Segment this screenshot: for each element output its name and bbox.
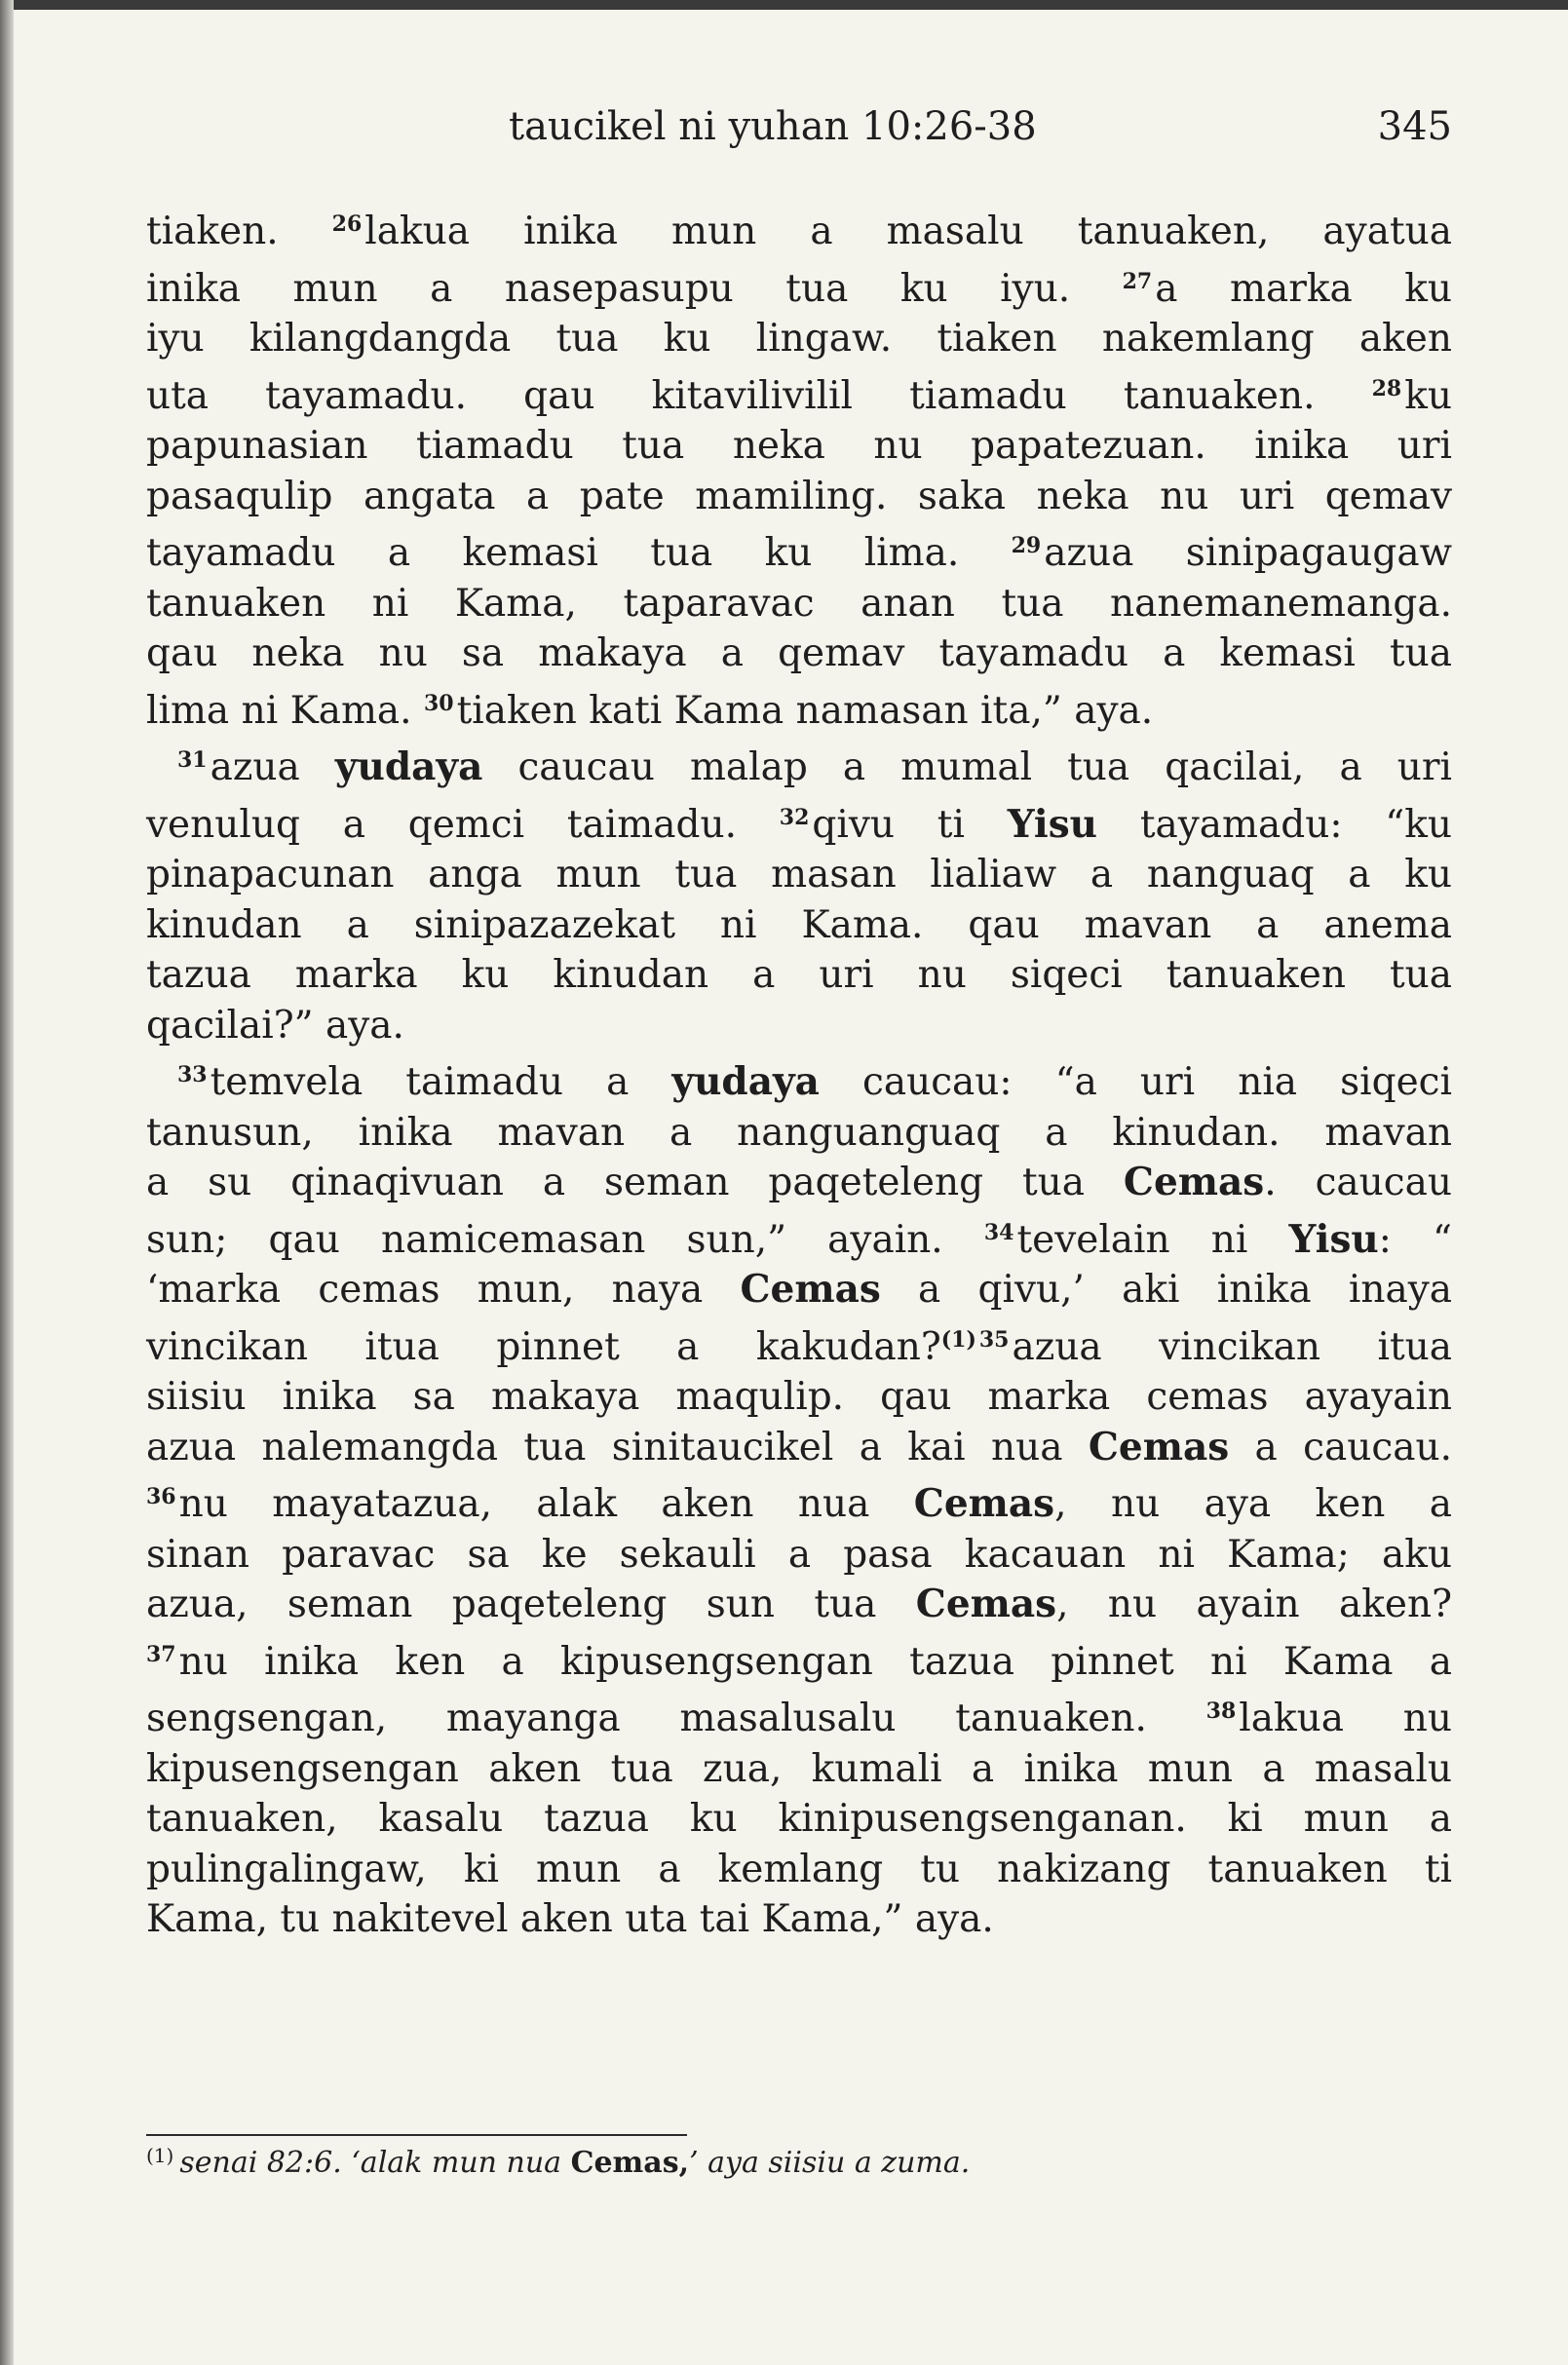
text-line (146, 1372, 1452, 1423)
bold-term: Cemas (740, 1267, 881, 1312)
bold-term: Cemas (915, 1582, 1057, 1626)
text-line (146, 1687, 1452, 1744)
text-line (146, 900, 1452, 951)
text-line (146, 679, 1452, 737)
line-text: tiaken. (146, 210, 332, 253)
line-text: pasaqulip angata a pate mamiling. saka neka nu uri qemav (146, 474, 1452, 518)
text-line (146, 850, 1452, 900)
line-text: a marka ku (1155, 266, 1452, 311)
line-text: tayamadu a kemasi tua ku lima. (146, 531, 1012, 575)
text-line (146, 1472, 1452, 1530)
line-text: vincikan itua pinnet a kakudan? (146, 1324, 941, 1369)
line-text: tevelain ni (1016, 1217, 1289, 1262)
line-text: a qivu,’ aki inika inaya (880, 1268, 1452, 1312)
line-text: nu mayatazua, alak aken nua (178, 1482, 914, 1526)
line-text: Kama, tu nakitevel aken uta tai Kama,” aya. (146, 1897, 994, 1941)
line-text: tayamadu: “ku (1097, 802, 1452, 847)
line-text: iyu kilangdangda tua ku lingaw. tiaken nakemlang aken (146, 317, 1452, 361)
line-text: inika mun a nasepasupu tua ku iyu. (146, 266, 1123, 311)
text-line (146, 1894, 1452, 1945)
line-text: kipusengsengan aken tua zua, kumali a inika mun a masalu (146, 1746, 1452, 1791)
line-text: azua (210, 745, 335, 789)
line-text: ku (1404, 373, 1452, 418)
line-text: azua, seman paqeteleng sun tua (146, 1583, 916, 1626)
line-text: tanuaken, kasalu tazua ku kinipusengsenganan. ki mun a (146, 1797, 1452, 1841)
text-line (146, 257, 1452, 315)
verse-number: 36 (146, 1484, 176, 1509)
text-line (146, 421, 1452, 472)
line-text: siisiu inika sa makaya maqulip. qau marka cemas ayayain (146, 1375, 1452, 1419)
bold-term: yudaya (671, 1059, 820, 1104)
text-line (146, 1845, 1452, 1895)
footnote-bold-word: Cemas, (570, 2146, 690, 2180)
line-text: , nu aya ken a (1054, 1482, 1453, 1526)
footnote (146, 2144, 1452, 2180)
line-text: qau neka nu sa makaya a qemav tayamadu a kemasi tua (146, 631, 1452, 675)
text-line (146, 1208, 1452, 1266)
footnote-text-end: ’ aya siisiu a zuma. (689, 2146, 971, 2180)
running-head: taucikel ni yuhan 10:26-38 (509, 104, 1037, 149)
bold-term: Cemas (1088, 1424, 1230, 1469)
verse-number: 33 (177, 1062, 208, 1087)
line-text: caucau: “a uri nia siqeci (819, 1060, 1452, 1104)
line-text: caucau malap a mumal tua qacilai, a uri (482, 745, 1452, 789)
line-text: tazua marka ku kinudan a uri nu siqeci tanuaken tua (146, 953, 1452, 997)
line-text: lakua nu (1239, 1697, 1452, 1740)
text-line (146, 1158, 1452, 1208)
line-text: papunasian tiamadu tua neka nu papatezuan. inika uri (146, 424, 1452, 468)
text-line (146, 1580, 1452, 1630)
verse-number: 27 (1122, 268, 1153, 294)
page-top-edge (0, 0, 1568, 10)
line-text: a su qinaqivuan a seman paqeteleng tua (146, 1161, 1124, 1204)
line-text: nu inika ken a kipusengsengan tazua pinnet ni Kama a (178, 1639, 1452, 1684)
bold-term: Cemas (1123, 1160, 1265, 1204)
text-line (146, 1423, 1452, 1473)
text-line (146, 1316, 1452, 1373)
line-text: pulingalingaw, ki mun a kemlang tu nakizang tanuaken ti (146, 1847, 1452, 1891)
verse-number: 26 (331, 211, 363, 237)
line-text: uta tayamadu. qau kitavilivilil tiamadu tanuaken. (146, 373, 1372, 418)
bold-term: Cemas (913, 1481, 1055, 1526)
line-text: qacilai?” aya. (146, 1003, 404, 1048)
verse-number: 34 (983, 1219, 1014, 1245)
line-text: lima ni Kama. (146, 688, 424, 733)
line-text: lakua inika mun a masalu tanuaken, ayatua (364, 210, 1452, 253)
line-text: tanusun, inika mavan a nanguanguaq a kinudan. mavan (146, 1110, 1452, 1155)
verse-number: 32 (779, 804, 810, 830)
text-line (146, 579, 1452, 629)
text-line (146, 1050, 1452, 1108)
bold-term: yudaya (334, 744, 483, 789)
verse-number: 28 (1371, 375, 1402, 401)
line-text: qivu ti (812, 802, 1008, 847)
text-line (146, 200, 1452, 257)
line-text: azua sinipagaugaw (1044, 531, 1452, 575)
line-text: sinan paravac sa ke sekauli a pasa kacauan ni Kama; aku (146, 1532, 1452, 1577)
bold-term: Yisu (1007, 801, 1098, 847)
line-text: azua nalemangda tua sinitaucikel a kai nua (146, 1425, 1089, 1469)
text-line (146, 1744, 1452, 1795)
verse-number: 30 (423, 690, 454, 716)
footnote-text: senai 82:6. ‘alak mun nua (179, 2146, 571, 2180)
line-text: temvela taimadu a (210, 1060, 672, 1104)
line-text: pinapacunan anga mun tua masan lialiaw a nanguaq a ku (146, 853, 1452, 896)
verse-number: 29 (1011, 533, 1042, 558)
footnote-ref: (1) (940, 1326, 976, 1353)
footnote-rule (146, 2134, 687, 2136)
verse-number: 31 (177, 747, 208, 773)
text-line (146, 314, 1452, 364)
text-line (146, 736, 1452, 793)
line-text: tiaken kati Kama namasan ita,” aya. (456, 688, 1154, 733)
line-text: . caucau (1264, 1161, 1452, 1204)
text-line (146, 1108, 1452, 1159)
bold-term: Yisu (1288, 1216, 1379, 1262)
text-line (146, 1630, 1452, 1688)
line-text: venuluq a qemci taimadu. (146, 802, 780, 847)
text-line (146, 364, 1452, 422)
text-line (146, 1265, 1452, 1316)
line-text: , nu ayain aken? (1056, 1583, 1452, 1626)
text-line (146, 521, 1452, 579)
scripture-text (146, 200, 1452, 1945)
text-line (146, 472, 1452, 522)
footnote-marker: (1) (146, 2144, 174, 2167)
line-text: sengsengan, mayanga masalusalu tanuaken. (146, 1697, 1206, 1740)
page-number: 345 (1377, 104, 1452, 149)
line-text: ‘marka cemas mun, naya (146, 1268, 741, 1312)
text-line (146, 950, 1452, 1001)
line-text: : “ (1378, 1217, 1452, 1262)
text-line (146, 1794, 1452, 1845)
line-text: kinudan a sinipazazekat ni Kama. qau mavan a anema (146, 902, 1452, 947)
verse-number: 37 (146, 1641, 176, 1667)
text-line (146, 793, 1452, 851)
line-text: sun; qau namicemasan sun,” ayain. (146, 1217, 984, 1262)
verse-number: 38 (1205, 1698, 1237, 1724)
text-line (146, 629, 1452, 679)
line-text: azua vincikan itua (1012, 1324, 1452, 1369)
line-text: a caucau. (1229, 1425, 1452, 1469)
verse-number: 35 (978, 1326, 1010, 1353)
line-text: tanuaken ni Kama, taparavac anan tua nanemanemanga. (146, 581, 1452, 626)
page-header (146, 93, 1452, 161)
text-line (146, 1001, 1452, 1051)
page-binding-edge (0, 0, 14, 2365)
text-line (146, 1530, 1452, 1581)
